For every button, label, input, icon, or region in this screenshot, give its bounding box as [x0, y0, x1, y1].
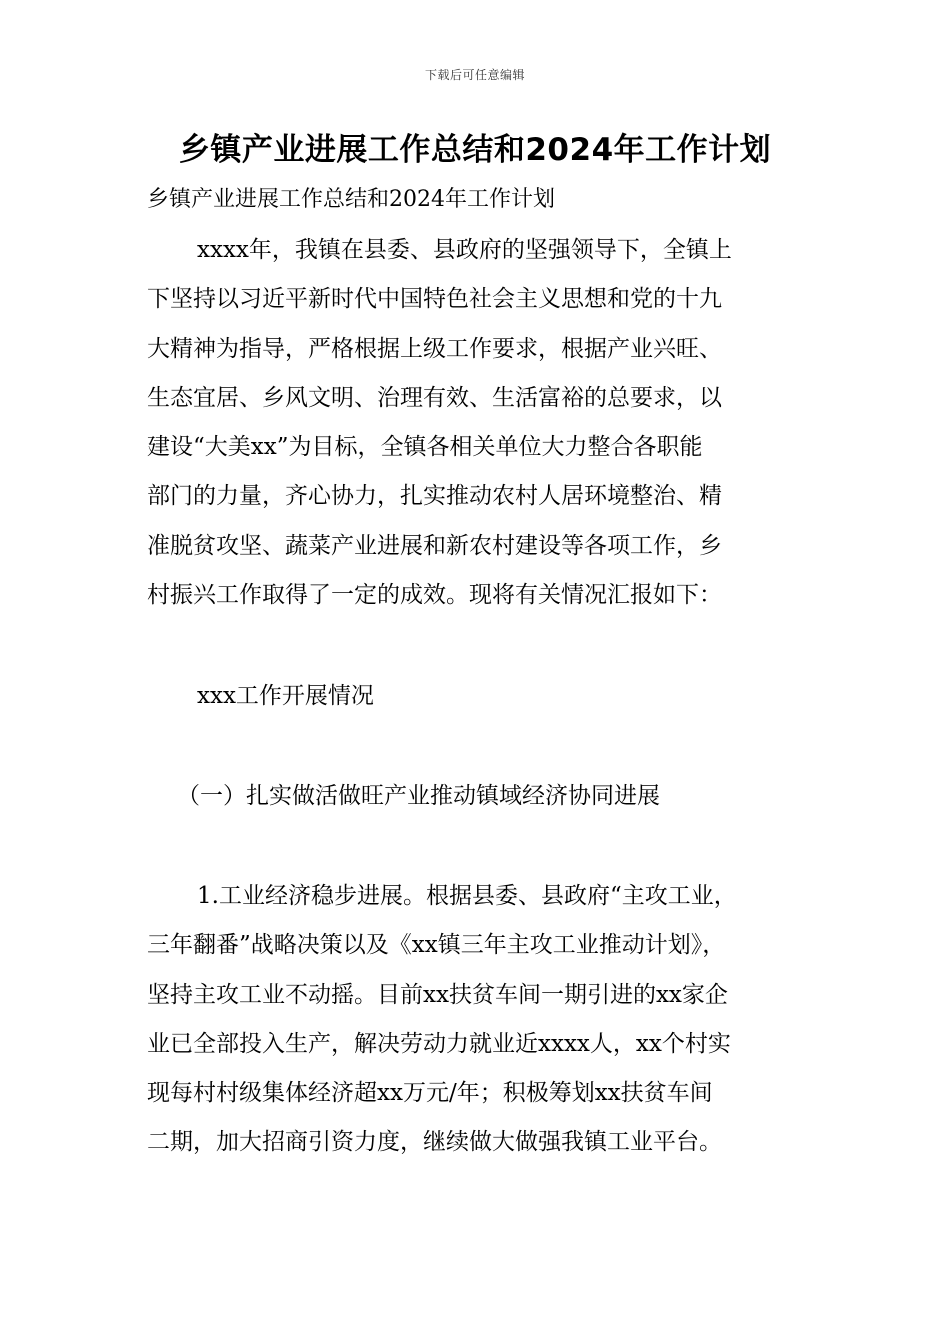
paragraph-line: 部门的力量，齐心协力，扎实推动农村人居环境整治、精 [147, 483, 722, 510]
section-heading [147, 672, 817, 721]
paragraph-line: xxxx年，我镇在县委、县政府的坚强领导下，全镇上 [197, 237, 732, 263]
paragraph-line: 大精神为指导，严格根据上级工作要求，根据产业兴旺、 [147, 335, 722, 362]
subsection-heading-text: （一）扎实做活做旺产业推动镇域经济协同进展 [177, 783, 660, 809]
paragraph-line: 下坚持以习近平新时代中国特色社会主义思想和党的十九 [147, 286, 722, 313]
section-heading-text: xxx工作开展情况 [197, 683, 374, 709]
paragraph-line: 建设“大美xx”为目标，全镇各相关单位大力整合各职能 [147, 434, 703, 461]
paragraph-line: 现每村村级集体经济超xx万元/年；积极筹划xx扶贫车间 [147, 1080, 713, 1107]
paragraph-line: 坚持主攻工业不动摇。目前xx扶贫车间一期引进的xx家企 [147, 981, 728, 1008]
paragraph-line: 三年翻番”战略决策以及《xx镇三年主攻工业推动计划》， [147, 932, 726, 959]
paragraph-line: 业已全部投入生产，解决劳动力就业近xxxx人，xx个村实 [147, 1030, 731, 1057]
document-title: 乡镇产业进展工作总结和2024年工作计划 [178, 132, 772, 168]
paragraph-line: 二期，加大招商引资力度，继续做大做强我镇工业平台。 [147, 1129, 722, 1156]
paragraph-line: 生态宜居、乡风文明、治理有效、生活富裕的总要求，以 [147, 384, 722, 411]
intro-paragraph [147, 226, 817, 620]
subsection-heading [147, 772, 817, 821]
document-subtitle: 乡镇产业进展工作总结和2024年工作计划 [147, 187, 555, 212]
paragraph-line: 村振兴工作取得了一定的成效。现将有关情况汇报如下： [147, 582, 722, 609]
paragraph-line: 1.工业经济稳步进展。根据县委、县政府“主攻工业， [197, 883, 737, 909]
header-note: 下载后可任意编辑 [424, 68, 525, 82]
paragraph-line: 准脱贫攻坚、蔬菜产业进展和新农村建设等各项工作，乡 [147, 532, 722, 559]
industry-paragraph [147, 872, 817, 1168]
